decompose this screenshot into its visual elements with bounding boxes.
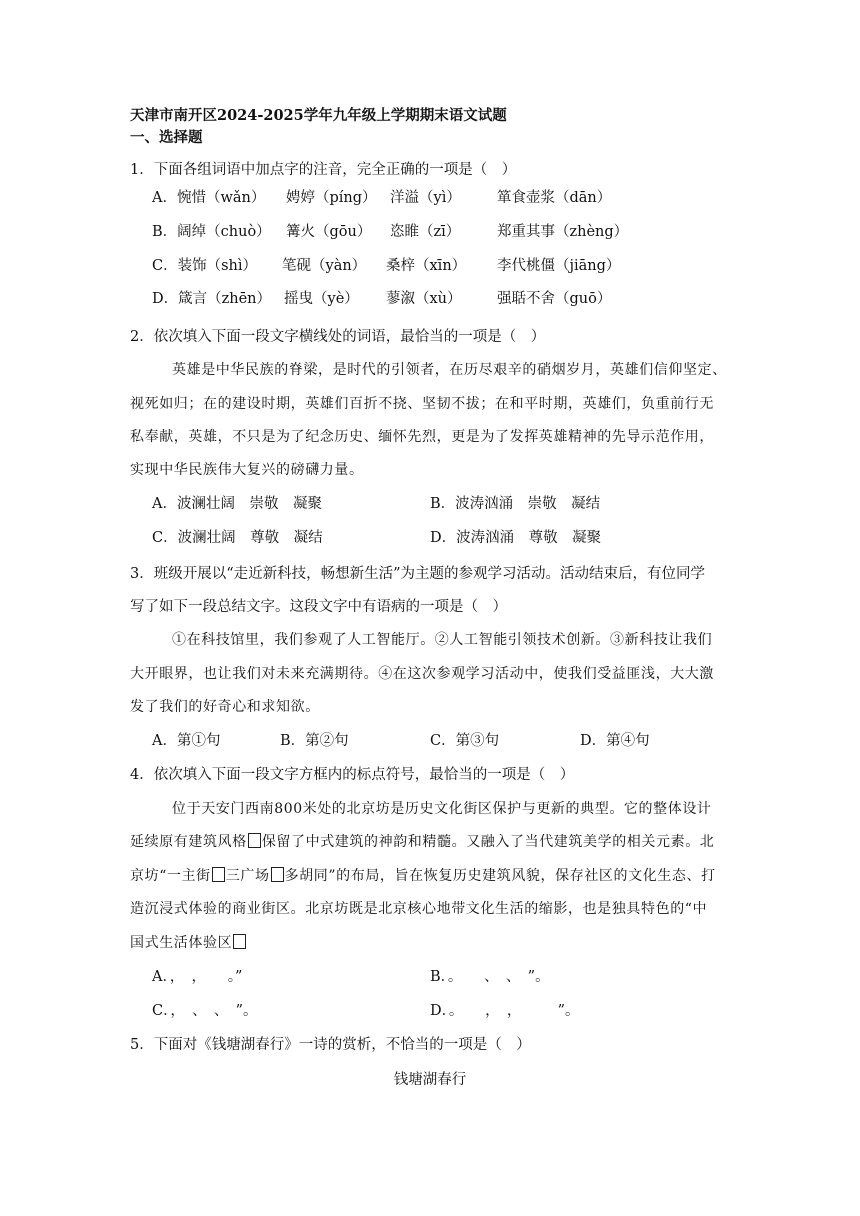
q3-passage-line: 发了我们的好奇心和求知欲。 xyxy=(130,699,320,715)
q1-option-a-4: 箪食壶浆（dān） xyxy=(497,190,612,206)
q3-option-a: A．第①句 xyxy=(152,733,221,749)
q4-passage-segment: 延续原有建筑风格 xyxy=(130,834,247,850)
q4-passage-line xyxy=(130,866,716,886)
q4-option-d: D．。 ， ， ”。 xyxy=(430,1003,580,1019)
q3-option-c: C．第③句 xyxy=(430,733,500,749)
q2-passage-line: 实现中华民族伟大复兴的磅礴力量。 xyxy=(130,462,364,478)
q4-stem: 4．依次填入下面一段文字方框内的标点符号，最恰当的一项是（ ） xyxy=(130,767,575,783)
q2-passage-line: 英雄是中华民族的脊梁，是时代的引领者，在历尽艰辛的硝烟岁月，英雄们信仰坚定、 xyxy=(172,362,727,378)
q4-option-a: A．， ， 。” xyxy=(152,969,243,985)
q3-passage-line: ①在科技馆里，我们参观了人工智能厅。②人工智能引领技术创新。③新科技让我们 xyxy=(172,632,713,648)
blank-box xyxy=(271,867,284,882)
q1-option-c-3: 桑梓（xīn） xyxy=(386,258,467,274)
section-heading: 一、选择题 xyxy=(130,129,203,146)
q4-passage-segment: 国式生活体验区 xyxy=(130,935,233,951)
q1-option-b-2: 篝火（gōu） xyxy=(286,224,372,240)
q3-stem-line: 3．班级开展以“走近新科技，畅想新生活”为主题的参观学习活动。活动结束后，有位同学 xyxy=(130,566,706,582)
q2-passage-line: 私奉献，英雄，不只是为了纪念历史、缅怀先烈，更是为了发挥英雄精神的先导示范作用， xyxy=(130,429,714,445)
q4-passage-line: 位于天安门西南800米处的北京坊是历史文化街区保护与更新的典型。它的整体设计 xyxy=(172,801,712,817)
q1-option-a-3: 洋溢（yì） xyxy=(390,190,461,206)
q1-option-d-2: 摇曳（yè） xyxy=(284,291,359,307)
q5-stem: 5．下面对《钱塘湖春行》一诗的赏析，不恰当的一项是（ ） xyxy=(130,1037,531,1053)
q4-passage-segment: 保留了中式建筑的神韵和精髓。又融入了当代建筑美学的相关元素。北 xyxy=(261,834,715,850)
q1-option-b-3: 恣睢（zī） xyxy=(390,224,461,240)
q3-option-d: D．第④句 xyxy=(580,733,650,749)
q3-passage-line: 大开眼界，也让我们对未来充满期待。④在这次参观学习活动中，使我们受益匪浅，大大激 xyxy=(130,666,714,682)
q4-option-c: C．， 、 、 ”。 xyxy=(152,1003,258,1019)
q4-passage-segment: 三广场 xyxy=(225,868,270,884)
q1-option-d-4: 强聒不舍（guō） xyxy=(497,291,612,307)
q1-option-c-1: C．装饰（shì） xyxy=(152,258,258,274)
q2-option-a: A．波澜壮阔 崇敬 凝聚 xyxy=(152,496,322,512)
q1-option-a-1: A．惋惜（wǎn） xyxy=(152,190,266,206)
q4-passage-line: 造沉浸式体验的商业街区。北京坊既是北京核心地带文化生活的缩影，也是独具特色的“中 xyxy=(130,901,708,917)
blank-box xyxy=(233,934,246,949)
q2-passage-line: 视死如归；在的建设时期，英雄们百折不挠、坚韧不拔；在和平时期，英雄们，负重前行无 xyxy=(130,396,714,412)
q2-option-c: C．波澜壮阔 尊敬 凝结 xyxy=(152,530,323,546)
q1-option-d-3: 蓼溆（xù） xyxy=(386,291,462,307)
q4-passage-segment: 多胡同”的布局，旨在恢复历史建筑风貌，保存社区的文化生态、打 xyxy=(284,868,716,884)
q4-passage-line xyxy=(130,933,247,953)
q4-passage-segment: 京坊“一主街 xyxy=(130,868,211,884)
poem-title: 钱塘湖春行 xyxy=(393,1072,467,1088)
q4-option-b: B．。 、 、 ”。 xyxy=(430,969,550,985)
blank-box xyxy=(212,867,225,882)
q2-stem: 2．依次填入下面一段文字横线处的词语，最恰当的一项是（ ） xyxy=(130,329,546,345)
q1-option-d-1: D．箴言（zhēn） xyxy=(152,291,272,307)
q1-option-b-4: 郑重其事（zhèng） xyxy=(497,224,629,240)
q3-option-b: B．第②句 xyxy=(280,733,349,749)
blank-box xyxy=(248,833,261,848)
q2-option-b: B．波涛汹涌 崇敬 凝结 xyxy=(430,496,601,512)
q4-passage-line xyxy=(130,832,714,852)
q1-option-b-1: B．阔绰（chuò） xyxy=(152,224,271,240)
q2-option-d: D．波涛汹涌 尊敬 凝聚 xyxy=(430,530,602,546)
exam-title: 天津市南开区2024-2025学年九年级上学期期末语文试题 xyxy=(130,107,507,124)
q1-option-c-4: 李代桃僵（jiāng） xyxy=(497,258,621,274)
q1-option-a-2: 娉婷（píng） xyxy=(286,190,377,206)
q3-stem-line: 写了如下一段总结文字。这段文字中有语病的一项是（ ） xyxy=(130,599,507,615)
q1-option-c-2: 笔砚（yàn） xyxy=(282,258,367,274)
q1-stem: 1．下面各组词语中加点字的注音，完全正确的一项是（ ） xyxy=(130,162,517,178)
